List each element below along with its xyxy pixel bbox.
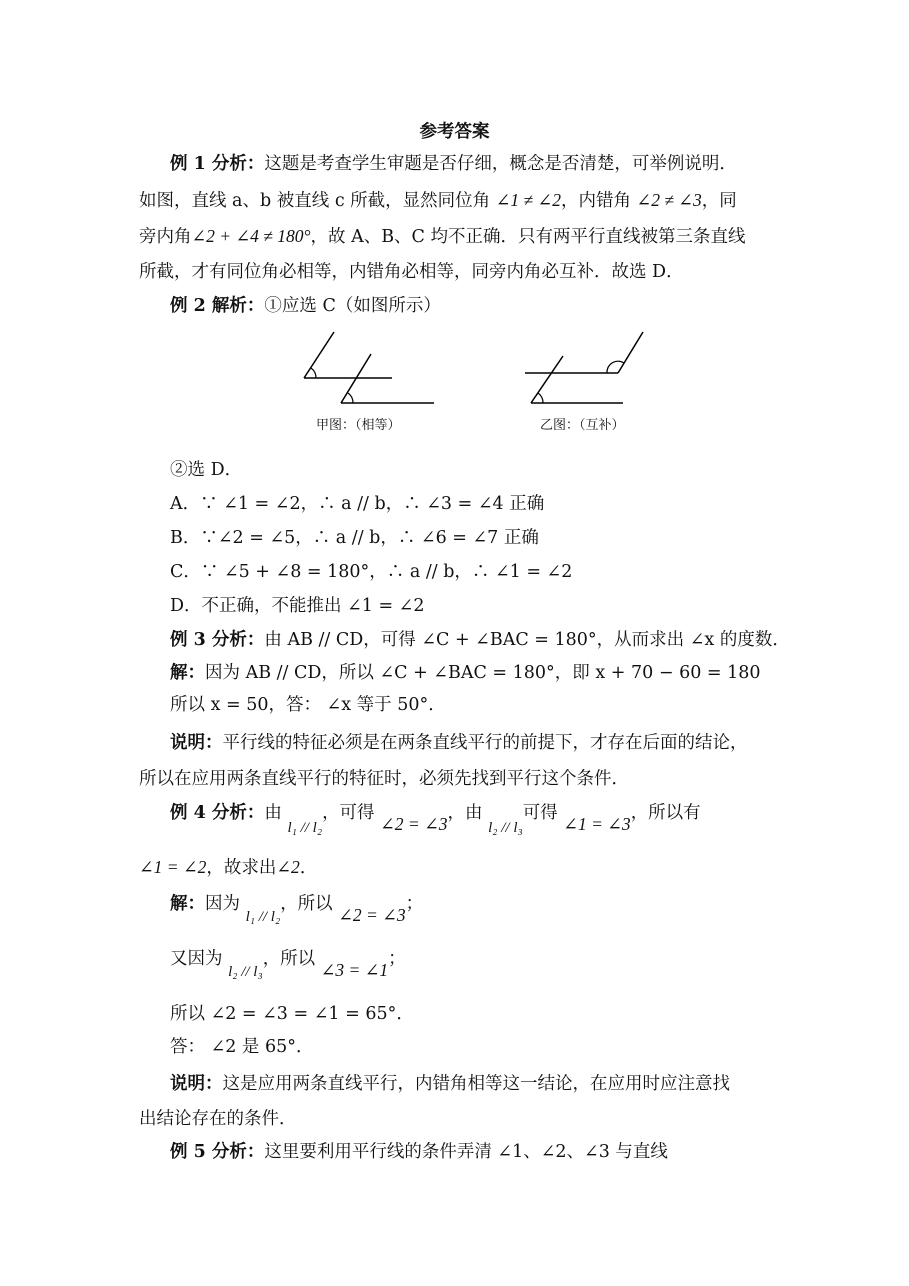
ex4-text-7: ． [299, 858, 318, 878]
ex4-line-2 [139, 855, 317, 880]
ex4-sol-text-6: ； [388, 949, 406, 969]
page-title: 参考答案 [419, 122, 490, 142]
ex4-sol-text-1: 因为 [205, 894, 240, 914]
ex2-option-a: A．∵ ∠1 = ∠2，∴ a // b，∴ ∠3 = ∠4 正确 [170, 494, 545, 514]
ex4-math-2: ∠2 = ∠3 [380, 814, 448, 834]
ex1-text-2c: ，同 [701, 191, 737, 211]
ex5-line-1 [170, 1140, 668, 1164]
ex5-heading: 例 5 分析： [170, 1142, 265, 1162]
ex4-solution-line-1 [170, 891, 424, 925]
ex1-math-3: ∠2 + ∠4 ≠ 180° [191, 226, 311, 246]
ex4-note-line-1 [170, 1072, 730, 1096]
ex4-sol-text-4: 又因为 [170, 949, 223, 969]
ex4-text-5: ，所以有 [630, 803, 701, 823]
ex4-math-5: ∠1 = ∠2 [139, 857, 207, 877]
ex4-sol-math-4: ∠3 = ∠1 [320, 960, 389, 980]
ex4-sol-math-2: ∠2 = ∠3 [338, 905, 406, 925]
ex2-option-b: B．∵∠2 = ∠5，∴ a // b，∴ ∠6 = ∠7 正确 [170, 528, 539, 548]
ex2-heading: 例 2 解析： [170, 296, 265, 316]
ex3-text: 由 AB // CD，可得 ∠C + ∠BAC = 180°，从而求出 ∠x 的度数． [264, 630, 790, 650]
ex3-heading: 例 3 分析： [170, 630, 265, 650]
ex2-line-1 [170, 294, 441, 318]
ex4-math-3: l₂ // l₃ [488, 820, 523, 836]
ex1-heading: 例 1 分析： [170, 154, 265, 174]
caption-jia: 甲图：（相等） [316, 418, 401, 433]
ex4-note-heading: 说明： [170, 1074, 223, 1094]
ex1-text-3b: ，故 A、B、C 均不正确．只有两平行直线被第三条直线 [310, 227, 746, 247]
ex4-text-6: ，故求出 [206, 858, 277, 878]
ex1-text-2a: 如图，直线 a、b 被直线 c 所截，显然同位角 [139, 191, 491, 211]
ex3-answer: 所以 x = 50，答： ∠x 等于 50°． [170, 695, 446, 715]
ex2-line-2: ②选 D． [170, 460, 243, 480]
ex3-line-2 [170, 661, 761, 685]
ex4-text-4: 可得 [522, 803, 558, 823]
ex1-math-2: ∠2 ≠ ∠3 [636, 190, 702, 210]
ex4-text-3: ，由 [447, 803, 483, 823]
ex3-note-line-2: 所以在应用两条直线平行的特征时，必须先找到平行这个条件． [139, 769, 629, 789]
ex1-line-4: 所截，才有同位角必相等，内错角必相等，同旁内角必互补．故选 D． [139, 262, 684, 282]
ex1-line-2 [139, 188, 737, 213]
ex3-note-heading: 说明： [170, 733, 223, 753]
ex4-sol-text-3: ； [405, 894, 424, 914]
ex3-solution: 因为 AB // CD，所以 ∠C + ∠BAC = 180°，即 x + 70 − 60 = 180 [205, 663, 761, 683]
figure-yi [523, 328, 653, 408]
ex2-option-c: C．∵ ∠5 + ∠8 = 180°，∴ a // b，∴ ∠1 = ∠2 [170, 562, 573, 582]
ex4-line-1 [170, 800, 701, 836]
ex3-solution-heading: 解： [170, 663, 205, 683]
ex1-text-2b: ，内错角 [560, 191, 631, 211]
ex4-math-1: l₁ // l₂ [287, 820, 323, 836]
ex1-line-1 [170, 152, 737, 176]
ex2-option-d: D．不正确，不能推出 ∠1 = ∠2 [170, 596, 425, 616]
figure-jia [296, 328, 446, 408]
ex4-text-2: ，可得 [322, 803, 375, 823]
ex4-solution-heading: 解： [170, 894, 205, 914]
ex2-text: ①应选 C（如图所示） [264, 296, 441, 316]
ex1-text-1: 这题是考查学生审题是否仔细，概念是否清楚，可举例说明． [264, 154, 737, 174]
ex4-heading: 例 4 分析： [170, 803, 265, 823]
ex4-sol-math-1: l₁ // l₂ [245, 909, 281, 925]
ex3-note-line-1 [170, 731, 748, 755]
ex3-note-1: 平行线的特征必须是在两条直线平行的前提下，才存在后面的结论， [222, 733, 748, 753]
ex4-solution-line-3: 所以 ∠2 = ∠3 = ∠1 = 65°． [170, 1004, 414, 1024]
ex4-note-1: 这是应用两条直线平行，内错角相等这一结论，在应用时应注意找 [222, 1074, 730, 1094]
ex4-solution-line-2 [170, 946, 406, 980]
ex4-math-4: ∠1 = ∠3 [563, 814, 631, 834]
ex1-text-3a: 旁内角 [139, 227, 192, 247]
ex4-answer: 答： ∠2 是 65°． [170, 1037, 314, 1057]
ex4-math-6: ∠2 [276, 857, 300, 877]
ex4-sol-math-3: l₂ // l₃ [228, 964, 263, 980]
ex5-text: 这里要利用平行线的条件弄清 ∠1、∠2、∠3 与直线 [264, 1142, 668, 1162]
ex4-sol-text-2: ，所以 [280, 894, 333, 914]
ex4-text-1: 由 [264, 803, 282, 823]
ex1-math-1: ∠1 ≠ ∠2 [495, 190, 561, 210]
ex3-line-1 [170, 628, 790, 652]
ex4-sol-text-5: ，所以 [262, 949, 316, 969]
ex1-line-3 [139, 224, 746, 249]
caption-yi: 乙图：（互补） [540, 418, 625, 433]
ex4-note-line-2: 出结论存在的条件． [139, 1109, 297, 1129]
